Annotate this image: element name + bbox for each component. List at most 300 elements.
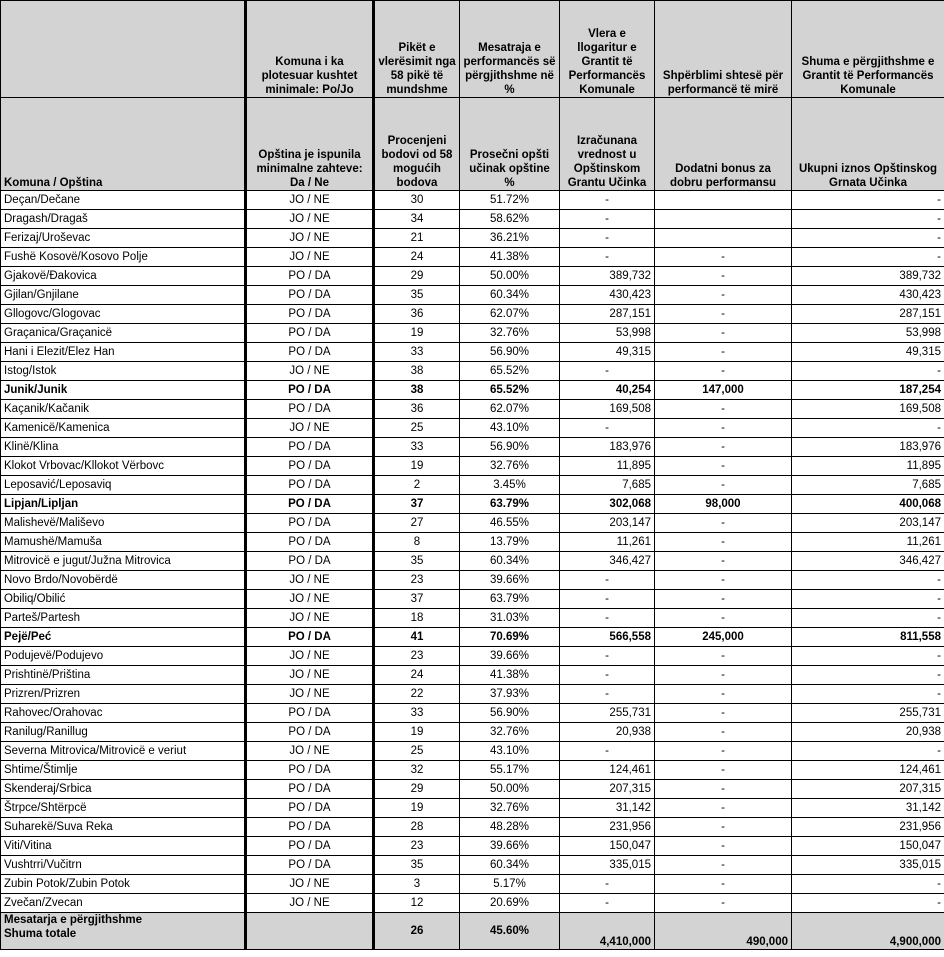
table-row (1, 248, 944, 267)
bonus-cell: - (655, 457, 792, 476)
average-percent-cell: 60.34% (460, 856, 560, 875)
calculated-value-cell: - (560, 647, 655, 666)
minimal-conditions-cell: JO / NE (246, 571, 374, 590)
points-cell: 18 (374, 609, 460, 628)
bonus-cell: - (655, 894, 792, 913)
calculated-value-cell: 53,998 (560, 324, 655, 343)
calculated-value-cell: - (560, 210, 655, 229)
points-cell: 29 (374, 780, 460, 799)
average-percent-cell: 50.00% (460, 267, 560, 286)
municipality-name-cell: Ranilug/Ranillug (1, 723, 246, 742)
minimal-conditions-cell: PO / DA (246, 400, 374, 419)
bonus-cell: - (655, 647, 792, 666)
bonus-cell: - (655, 761, 792, 780)
points-cell: 23 (374, 647, 460, 666)
calculated-value-cell: 566,558 (560, 628, 655, 647)
minimal-conditions-cell: PO / DA (246, 305, 374, 324)
average-percent-cell: 31.03% (460, 609, 560, 628)
total-grant-cell: 53,998 (792, 324, 944, 343)
bonus-cell: - (655, 533, 792, 552)
bonus-cell: - (655, 780, 792, 799)
calculated-value-cell: 124,461 (560, 761, 655, 780)
calculated-value-cell: 31,142 (560, 799, 655, 818)
header-minimal-conditions-sq: Komuna i ka plotesuar kushtet minimale: Po/Jo (246, 1, 374, 98)
municipality-name-cell: Shtime/Štimlje (1, 761, 246, 780)
average-percent-cell: 32.76% (460, 457, 560, 476)
table-row (1, 818, 944, 837)
bonus-cell: - (655, 875, 792, 894)
points-cell: 35 (374, 856, 460, 875)
bonus-cell (655, 210, 792, 229)
total-grant-cell: 430,423 (792, 286, 944, 305)
average-percent-cell: 32.76% (460, 324, 560, 343)
table-row (1, 362, 944, 381)
total-grant-cell: - (792, 685, 944, 704)
municipality-name-cell: Viti/Vitina (1, 837, 246, 856)
total-grant-cell: 183,976 (792, 438, 944, 457)
bonus-cell: - (655, 685, 792, 704)
municipality-name-cell: Gjakovë/Đakovica (1, 267, 246, 286)
totals-bonus: 490,000 (655, 913, 792, 950)
points-cell: 28 (374, 818, 460, 837)
points-cell: 41 (374, 628, 460, 647)
average-percent-cell: 60.34% (460, 286, 560, 305)
average-percent-cell: 13.79% (460, 533, 560, 552)
points-cell: 8 (374, 533, 460, 552)
points-cell: 23 (374, 837, 460, 856)
minimal-conditions-cell: JO / NE (246, 229, 374, 248)
table-row (1, 476, 944, 495)
calculated-value-cell: - (560, 609, 655, 628)
minimal-conditions-cell: JO / NE (246, 647, 374, 666)
total-grant-cell: 150,047 (792, 837, 944, 856)
bonus-cell: - (655, 742, 792, 761)
total-grant-cell: - (792, 742, 944, 761)
total-grant-cell: - (792, 666, 944, 685)
average-percent-cell: 56.90% (460, 704, 560, 723)
municipality-name-cell: Istog/Istok (1, 362, 246, 381)
total-grant-cell: 20,938 (792, 723, 944, 742)
total-grant-cell: 255,731 (792, 704, 944, 723)
table-row (1, 666, 944, 685)
municipality-name-cell: Malishevë/Mališevo (1, 514, 246, 533)
calculated-value-cell: - (560, 590, 655, 609)
total-grant-cell: - (792, 248, 944, 267)
table-row (1, 191, 944, 210)
points-cell: 24 (374, 248, 460, 267)
total-grant-cell: - (792, 419, 944, 438)
points-cell: 33 (374, 704, 460, 723)
header-total-sq: Shuma e përgjithshme e Grantit të Performancës Komunale (792, 1, 944, 98)
minimal-conditions-cell: JO / NE (246, 609, 374, 628)
bonus-cell (655, 191, 792, 210)
average-percent-cell: 63.79% (460, 590, 560, 609)
average-percent-cell: 32.76% (460, 723, 560, 742)
table-row (1, 495, 944, 514)
total-grant-cell: - (792, 894, 944, 913)
header-calculated-value-sq: Vlera e llogaritur e Grantit të Performancës Komunale (560, 1, 655, 98)
table-row (1, 552, 944, 571)
average-percent-cell: 39.66% (460, 647, 560, 666)
bonus-cell: - (655, 590, 792, 609)
total-grant-cell: 7,685 (792, 476, 944, 495)
header-row-albanian (1, 1, 944, 98)
calculated-value-cell: - (560, 742, 655, 761)
table-row (1, 438, 944, 457)
average-percent-cell: 58.62% (460, 210, 560, 229)
total-grant-cell: 11,895 (792, 457, 944, 476)
calculated-value-cell: 40,254 (560, 381, 655, 400)
points-cell: 24 (374, 666, 460, 685)
bonus-cell: - (655, 362, 792, 381)
points-cell: 2 (374, 476, 460, 495)
calculated-value-cell: 231,956 (560, 818, 655, 837)
calculated-value-cell: 49,315 (560, 343, 655, 362)
minimal-conditions-cell: PO / DA (246, 837, 374, 856)
municipality-name-cell: Fushë Kosovë/Kosovo Polje (1, 248, 246, 267)
minimal-conditions-cell: PO / DA (246, 286, 374, 305)
calculated-value-cell: 255,731 (560, 704, 655, 723)
table-row (1, 457, 944, 476)
table-row (1, 229, 944, 248)
municipality-name-cell: Štrpce/Shtërpcë (1, 799, 246, 818)
minimal-conditions-cell: PO / DA (246, 476, 374, 495)
table-row (1, 324, 944, 343)
total-grant-cell: 203,147 (792, 514, 944, 533)
points-cell: 35 (374, 286, 460, 305)
bonus-cell: - (655, 248, 792, 267)
table-row (1, 875, 944, 894)
minimal-conditions-cell: JO / NE (246, 210, 374, 229)
calculated-value-cell: 11,261 (560, 533, 655, 552)
table-row (1, 704, 944, 723)
minimal-conditions-cell: JO / NE (246, 419, 374, 438)
municipality-name-cell: Dragash/Dragaš (1, 210, 246, 229)
points-cell: 37 (374, 495, 460, 514)
points-cell: 19 (374, 723, 460, 742)
points-cell: 23 (374, 571, 460, 590)
municipality-name-cell: Deçan/Dečane (1, 191, 246, 210)
points-cell: 35 (374, 552, 460, 571)
total-grant-cell: - (792, 571, 944, 590)
points-cell: 34 (374, 210, 460, 229)
calculated-value-cell: - (560, 666, 655, 685)
points-cell: 30 (374, 191, 460, 210)
table-row (1, 628, 944, 647)
average-percent-cell: 62.07% (460, 400, 560, 419)
bonus-cell: - (655, 666, 792, 685)
header-empty-cell (1, 1, 246, 98)
calculated-value-cell: 169,508 (560, 400, 655, 419)
minimal-conditions-cell: PO / DA (246, 856, 374, 875)
points-cell: 19 (374, 324, 460, 343)
calculated-value-cell: 20,938 (560, 723, 655, 742)
table-row (1, 210, 944, 229)
table-row (1, 419, 944, 438)
calculated-value-cell: 183,976 (560, 438, 655, 457)
calculated-value-cell: 203,147 (560, 514, 655, 533)
average-percent-cell: 41.38% (460, 248, 560, 267)
municipality-name-cell: Novo Brdo/Novobërdë (1, 571, 246, 590)
calculated-value-cell: - (560, 685, 655, 704)
points-cell: 25 (374, 419, 460, 438)
average-percent-cell: 65.52% (460, 381, 560, 400)
bonus-cell: - (655, 609, 792, 628)
minimal-conditions-cell: PO / DA (246, 381, 374, 400)
points-cell: 27 (374, 514, 460, 533)
bonus-cell: 98,000 (655, 495, 792, 514)
minimal-conditions-cell: PO / DA (246, 343, 374, 362)
average-percent-cell: 55.17% (460, 761, 560, 780)
totals-row (1, 913, 944, 950)
minimal-conditions-cell: JO / NE (246, 191, 374, 210)
total-grant-cell: 335,015 (792, 856, 944, 875)
points-cell: 33 (374, 343, 460, 362)
municipality-name-cell: Skenderaj/Srbica (1, 780, 246, 799)
average-percent-cell: 70.69% (460, 628, 560, 647)
table-row (1, 286, 944, 305)
table-row (1, 533, 944, 552)
bonus-cell: - (655, 799, 792, 818)
bonus-cell: 147,000 (655, 381, 792, 400)
total-grant-cell: 169,508 (792, 400, 944, 419)
minimal-conditions-cell: PO / DA (246, 799, 374, 818)
points-cell: 36 (374, 305, 460, 324)
total-grant-cell: 187,254 (792, 381, 944, 400)
total-grant-cell: 49,315 (792, 343, 944, 362)
municipality-name-cell: Ferizaj/Uroševac (1, 229, 246, 248)
calculated-value-cell: - (560, 362, 655, 381)
calculated-value-cell: 287,151 (560, 305, 655, 324)
calculated-value-cell: - (560, 894, 655, 913)
average-percent-cell: 39.66% (460, 837, 560, 856)
table-row (1, 799, 944, 818)
municipality-name-cell: Leposavić/Leposaviq (1, 476, 246, 495)
average-percent-cell: 43.10% (460, 419, 560, 438)
header-calculated-value-sr: Izračunana vrednost u Opštinskom Grantu Učinka (560, 98, 655, 191)
minimal-conditions-cell: PO / DA (246, 761, 374, 780)
points-cell: 21 (374, 229, 460, 248)
municipality-name-cell: Severna Mitrovica/Mitrovicë e veriut (1, 742, 246, 761)
municipality-name-cell: Obiliq/Obilić (1, 590, 246, 609)
points-cell: 29 (374, 267, 460, 286)
points-cell: 19 (374, 799, 460, 818)
points-cell: 37 (374, 590, 460, 609)
total-grant-cell: 207,315 (792, 780, 944, 799)
points-cell: 12 (374, 894, 460, 913)
header-total-sr: Ukupni iznos Opštinskog Grnata Učinka (792, 98, 944, 191)
bonus-cell: - (655, 438, 792, 457)
bonus-cell: - (655, 400, 792, 419)
municipality-name-cell: Mitrovicë e jugut/Južna Mitrovica (1, 552, 246, 571)
minimal-conditions-cell: PO / DA (246, 552, 374, 571)
points-cell: 36 (374, 400, 460, 419)
average-percent-cell: 60.34% (460, 552, 560, 571)
calculated-value-cell: 207,315 (560, 780, 655, 799)
total-grant-cell: 811,558 (792, 628, 944, 647)
totals-grant: 4,900,000 (792, 913, 944, 950)
calculated-value-cell: - (560, 571, 655, 590)
header-bonus-sq: Shpërblimi shtesë për performancë të mirë (655, 1, 792, 98)
average-percent-cell: 48.28% (460, 818, 560, 837)
municipality-name-cell: Kaçanik/Kačanik (1, 400, 246, 419)
minimal-conditions-cell: JO / NE (246, 875, 374, 894)
average-percent-cell: 50.00% (460, 780, 560, 799)
municipality-name-cell: Mamushë/Mamuša (1, 533, 246, 552)
table-row (1, 761, 944, 780)
minimal-conditions-cell: PO / DA (246, 514, 374, 533)
table-row (1, 647, 944, 666)
minimal-conditions-cell: PO / DA (246, 267, 374, 286)
average-percent-cell: 20.69% (460, 894, 560, 913)
total-grant-cell: 400,068 (792, 495, 944, 514)
calculated-value-cell: - (560, 419, 655, 438)
table-row (1, 400, 944, 419)
header-row-serbian (1, 98, 944, 191)
table-row (1, 894, 944, 913)
total-grant-cell: - (792, 210, 944, 229)
municipality-name-cell: Gjilan/Gnjilane (1, 286, 246, 305)
average-percent-cell: 37.93% (460, 685, 560, 704)
points-cell: 3 (374, 875, 460, 894)
points-cell: 19 (374, 457, 460, 476)
municipality-name-cell: Parteš/Partesh (1, 609, 246, 628)
bonus-cell: - (655, 286, 792, 305)
table-row (1, 742, 944, 761)
municipality-name-cell: Vushtrri/Vučitrn (1, 856, 246, 875)
average-percent-cell: 65.52% (460, 362, 560, 381)
municipality-name-cell: Suharekë/Suva Reka (1, 818, 246, 837)
header-average-sr: Prosečni opšti učinak opštine % (460, 98, 560, 191)
municipality-name-cell: Zubin Potok/Zubin Potok (1, 875, 246, 894)
header-bonus-sr: Dodatni bonus za dobru performansu (655, 98, 792, 191)
average-percent-cell: 36.21% (460, 229, 560, 248)
total-grant-cell: 124,461 (792, 761, 944, 780)
calculated-value-cell: - (560, 248, 655, 267)
bonus-cell: 245,000 (655, 628, 792, 647)
minimal-conditions-cell: JO / NE (246, 742, 374, 761)
municipality-name-cell: Pejë/Peć (1, 628, 246, 647)
municipality-name-cell: Klokot Vrbovac/Kllokot Vërbovc (1, 457, 246, 476)
calculated-value-cell: 346,427 (560, 552, 655, 571)
minimal-conditions-cell: PO / DA (246, 704, 374, 723)
total-grant-cell: - (792, 362, 944, 381)
municipality-name-cell: Rahovec/Orahovac (1, 704, 246, 723)
total-grant-cell: - (792, 590, 944, 609)
municipality-name-cell: Graçanica/Graçanicë (1, 324, 246, 343)
calculated-value-cell: 150,047 (560, 837, 655, 856)
average-percent-cell: 56.90% (460, 343, 560, 362)
table-row (1, 780, 944, 799)
table-row (1, 609, 944, 628)
minimal-conditions-cell: JO / NE (246, 894, 374, 913)
total-grant-cell: 346,427 (792, 552, 944, 571)
points-cell: 38 (374, 362, 460, 381)
minimal-conditions-cell: PO / DA (246, 818, 374, 837)
bonus-cell: - (655, 818, 792, 837)
total-grant-cell: 231,956 (792, 818, 944, 837)
calculated-value-cell: - (560, 875, 655, 894)
average-percent-cell: 46.55% (460, 514, 560, 533)
average-percent-cell: 51.72% (460, 191, 560, 210)
bonus-cell: - (655, 552, 792, 571)
minimal-conditions-cell: JO / NE (246, 666, 374, 685)
minimal-conditions-cell: JO / NE (246, 362, 374, 381)
minimal-conditions-cell: JO / NE (246, 590, 374, 609)
minimal-conditions-cell: PO / DA (246, 628, 374, 647)
minimal-conditions-cell: PO / DA (246, 438, 374, 457)
calculated-value-cell: 7,685 (560, 476, 655, 495)
municipality-name-cell: Hani i Elezit/Elez Han (1, 343, 246, 362)
calculated-value-cell: - (560, 229, 655, 248)
bonus-cell: - (655, 514, 792, 533)
minimal-conditions-cell: PO / DA (246, 324, 374, 343)
bonus-cell: - (655, 419, 792, 438)
total-grant-cell: 389,732 (792, 267, 944, 286)
header-average-sq: Mesatraja e performancës së përgjithshme në % (460, 1, 560, 98)
total-grant-cell: - (792, 229, 944, 248)
header-municipality: Komuna / Opština (1, 98, 246, 191)
header-points-sr: Procenjeni bodovi od 58 mogućih bodova (374, 98, 460, 191)
table-row (1, 590, 944, 609)
bonus-cell: - (655, 267, 792, 286)
points-cell: 38 (374, 381, 460, 400)
average-percent-cell: 32.76% (460, 799, 560, 818)
municipality-name-cell: Klinë/Klina (1, 438, 246, 457)
calculated-value-cell: - (560, 191, 655, 210)
average-percent-cell: 3.45% (460, 476, 560, 495)
table-row (1, 267, 944, 286)
minimal-conditions-cell: PO / DA (246, 780, 374, 799)
table-row (1, 685, 944, 704)
minimal-conditions-cell: PO / DA (246, 723, 374, 742)
average-percent-cell: 56.90% (460, 438, 560, 457)
bonus-cell: - (655, 856, 792, 875)
table-row (1, 305, 944, 324)
minimal-conditions-cell: PO / DA (246, 495, 374, 514)
municipality-name-cell: Junik/Junik (1, 381, 246, 400)
total-grant-cell: - (792, 191, 944, 210)
calculated-value-cell: 335,015 (560, 856, 655, 875)
totals-empty-cell (246, 913, 374, 950)
total-grant-cell: 31,142 (792, 799, 944, 818)
average-percent-cell: 63.79% (460, 495, 560, 514)
calculated-value-cell: 430,423 (560, 286, 655, 305)
bonus-cell: - (655, 723, 792, 742)
average-percent-cell: 41.38% (460, 666, 560, 685)
municipality-name-cell: Podujevë/Podujevo (1, 647, 246, 666)
minimal-conditions-cell: JO / NE (246, 248, 374, 267)
calculated-value-cell: 389,732 (560, 267, 655, 286)
average-percent-cell: 43.10% (460, 742, 560, 761)
municipality-name-cell: Prizren/Prizren (1, 685, 246, 704)
minimal-conditions-cell: JO / NE (246, 685, 374, 704)
totals-label-sum: Shuma totale (4, 928, 77, 940)
table-row (1, 837, 944, 856)
table-row (1, 723, 944, 742)
bonus-cell: - (655, 324, 792, 343)
table-row (1, 343, 944, 362)
bonus-cell: - (655, 343, 792, 362)
points-cell: 25 (374, 742, 460, 761)
totals-average-percent: 45.60% (460, 913, 560, 950)
calculated-value-cell: 302,068 (560, 495, 655, 514)
points-cell: 32 (374, 761, 460, 780)
municipality-name-cell: Lipjan/Lipljan (1, 495, 246, 514)
average-percent-cell: 5.17% (460, 875, 560, 894)
bonus-cell: - (655, 571, 792, 590)
municipality-name-cell: Zvečan/Zvecan (1, 894, 246, 913)
